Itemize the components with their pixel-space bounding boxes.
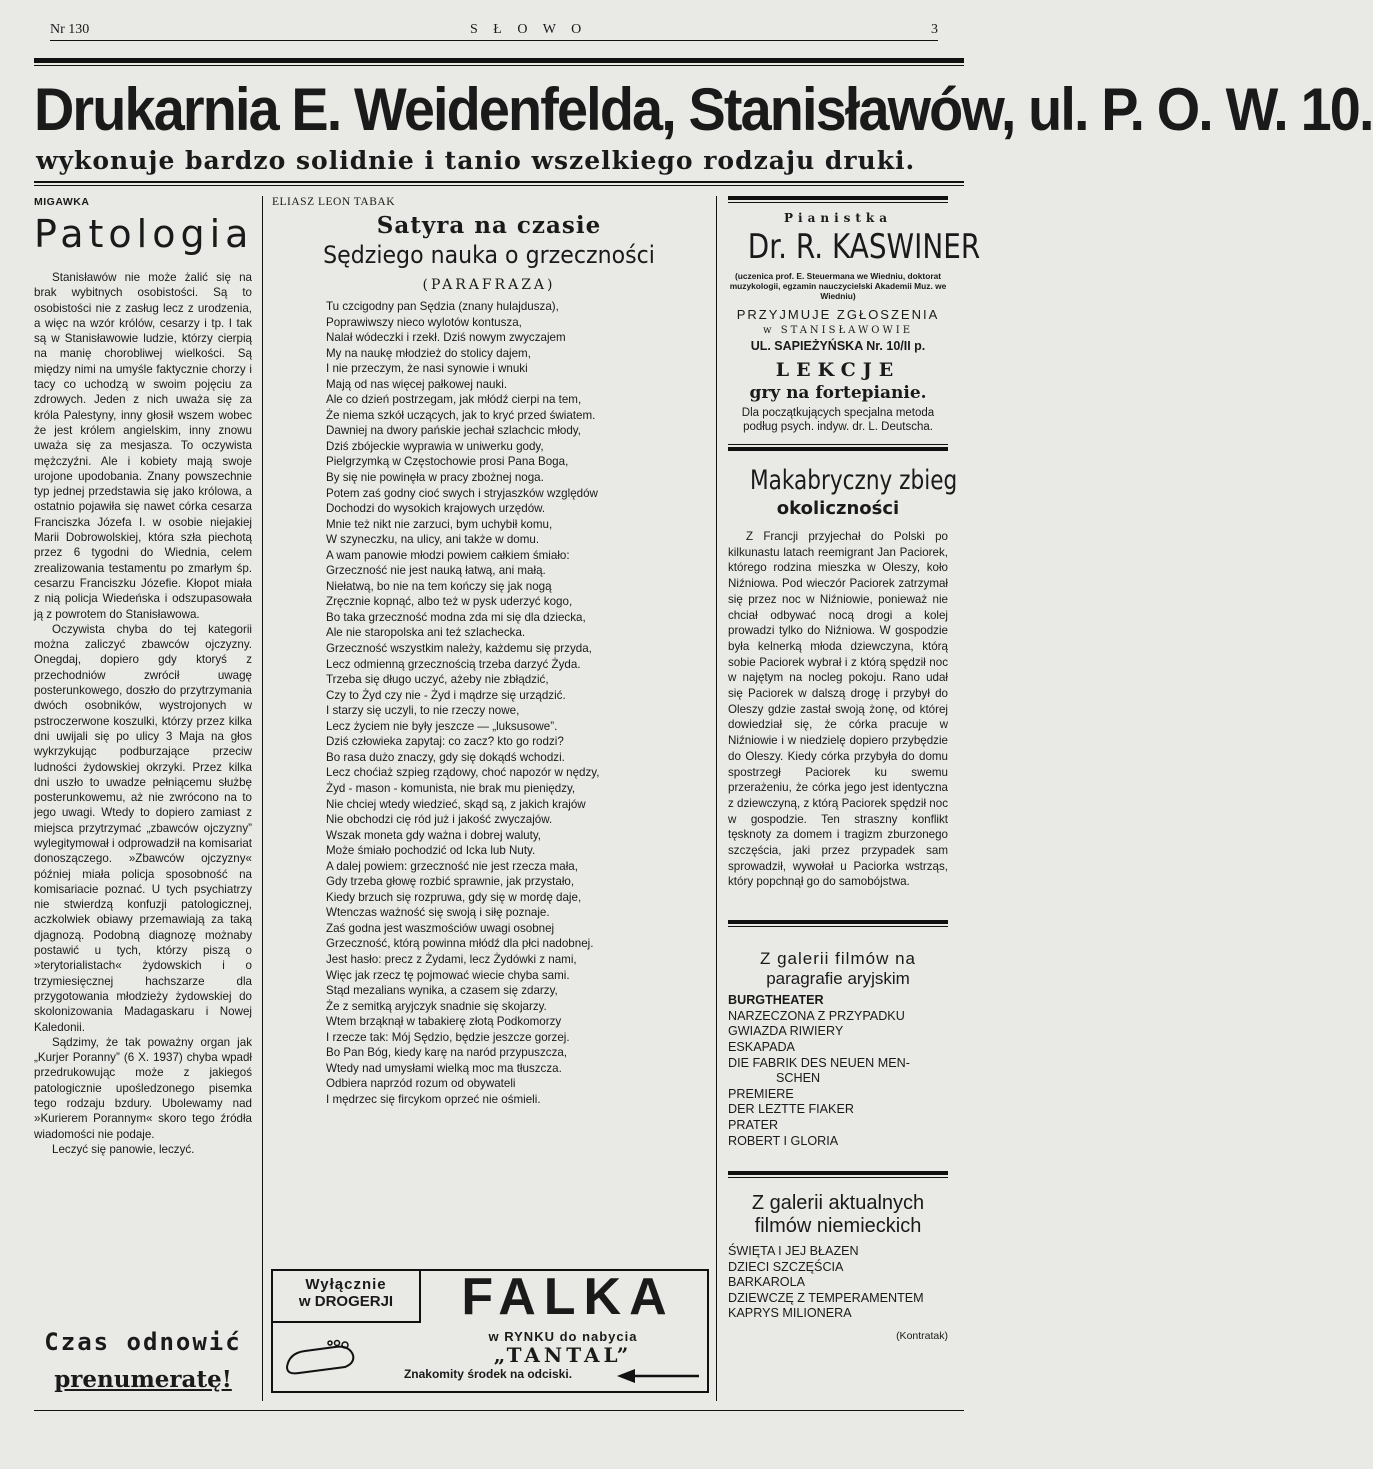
article-title: okoliczności [776,498,900,519]
poem-line: A dalej powiem: grzeczność nie jest rzecza mała, [326,859,578,873]
box-rule [728,1177,948,1178]
kaswiner-advertisement [728,211,981,434]
poem-line: Ale nie staropolska ani też szlachecka. [326,626,526,640]
article-body [34,270,252,1157]
poem-line: I nie przeczym, że nasi synowie i wnuki [326,362,528,376]
ad-name: Dr. R. KASWINER [747,227,981,267]
ad-brand: FALKA [461,1268,675,1326]
poem-line: Odbiera naprzód rozum od obywateli [326,1077,516,1091]
list-heading: BURGTHEATER [728,993,824,1008]
poem-line: Zręcznie kopnąć, albo też w pysk uderzyć kogo, [326,595,573,609]
poem-line: Trzeba się długo uczyć, ażeby nie zbłądzić, [326,673,549,687]
poem-line: Więc jak rzecz tę pojmować wiecie chyba sami. [326,968,570,982]
article-title: Makabryczny zbieg [750,465,958,496]
poem-line: Żyd - mason - komunista, nie brak mu pieniędzy, [326,781,576,795]
article-title: filmów niemieckich [754,1215,922,1238]
paragraph: Oczywista chyba do tej kategorii można zaliczyć zbawców ojczyzny. Onegdaj, dopiero gdy ktoryś z przechodniów zwrócił uwagę posterunkowego, doszło do przytrzymania dwóch osobników, wystrojonych w pstroczerwone koszulki, którzy przez kilka dni uwijali się po ulicy 3 Maja na głos wykrzykując podburzające przeciw ludności żydowskiej okrzyki. Przez kilka dni uszło to uwadze pełniącemu służbę posterunkowemu, aż nie zwrócono na to jego uwagi. Wtedy to dopiero zamiast z miejsca przytrzymać „zbawców ojczyzny” wylegitymował i odprowadził na komisariat donoszączego. »Zbawców ojczyzny« później miała policja sposobność na komisariacie poznać. U tych psychiatrzy nie stwierdzą konfuzji patologicznej, aczkolwiek obiawy przemawiają za taką djagnozą. Podobną diagnozę możnaby postawić u tych, którzy piszą o »terytorialistach« żydowskich i o trzymiesięcznej hachszarze dla przygotowania młodzieży żydowskiej do skolonizowania Madagaskaru i Nowej Kaledonii. [34,622,252,1034]
list-item: DZIEWCZĘ Z TEMPERAMENTEM [728,1290,924,1305]
poem-line: Grzeczność wszystkim należy, każdemu się przyda, [326,642,592,656]
poem [272,299,706,1107]
ad-note: Dla początkujących specjalna metoda podług psych. indyw. dr. L. Deutscha. [741,407,935,433]
list-item: DER LEZTTE FIAKER [728,1102,854,1117]
list-item: ESKAPADA [728,1039,795,1054]
article-title: Patologia [34,212,254,256]
poem-line: Jest hasło: precz z Żydami, lecz Żydówki z nami, [326,952,577,966]
article-satyra [272,196,706,1107]
poem-line: Potem zaś godny cioć swych i stryjaszków względów [326,486,598,500]
list-item: PRATER [728,1117,779,1132]
poem-line: Że z semitką aryjczyk snadnie się skojarzy. [326,999,547,1013]
poem-line: I rzecze tak: Mój Sędzio, będzie jeszcze gorzej. [326,1030,570,1044]
poem-line: Dawniej na dwory pańskie jechał szlachcic młody, [326,424,581,438]
ad-left-box [273,1271,421,1323]
paragraph: Sądzimy, że tak poważny organ jak „Kurjer Poranny” (6 X. 1937) chyba wpadł przedrukowując może z jakiegoś patologicznie upośledzonego pisemka tego rodzaju bzdury. Ubolewamy nad »Kurierem Porannym« skoro tego źródła wiadomości nie podaje. [34,1035,252,1141]
article-title: Satyra na czasie [376,212,602,239]
list-item: ROBERT I GLORIA [728,1133,839,1148]
list-item: GWIAZDA RIWIERY [728,1024,844,1039]
article-body [728,529,948,890]
ad-text: „TANTAL” [493,1343,633,1367]
list-item: DZIECI SZCZĘŚCIA [728,1259,844,1274]
ad-text: w DROGERJI [298,1293,394,1310]
banner-rule-bottom2 [34,185,964,186]
article-subtitle: (PARAFRAZA) [422,277,556,293]
poem-line: Bo Pan Bóg, kiedy karę na naród przypuszcza, [326,1046,568,1060]
poem-line: Niełatwą, bo nie na tem kończy się jak nogą [326,579,552,593]
column-rule-1 [262,196,263,1401]
ad-text: w RYNKU do nabycia [488,1329,638,1344]
article-title: paragrafie aryjskim [766,969,910,989]
box-rule [728,920,948,924]
poem-line: Czy to Żyd czy nie - Żyd i mądrze się urządzić. [326,688,566,702]
banner-rule-top2 [34,65,964,66]
list-item: DIE FABRIK DES NEUEN MEN- [728,1055,910,1070]
banner-rule-top [34,58,964,63]
article-patologia [34,196,252,1157]
poem-line: Pielgrzymką w Częstochowie prosi Pana Boga, [326,455,569,469]
poem-line: Bo rasa dużo znaczy, gdy się dokądś wchodzi. [326,750,565,764]
poem-line: My na naukę młodzież do stolicy dajem, [326,346,531,360]
article-makabryczny [728,465,958,890]
list-item: BARKAROLA [728,1275,805,1290]
poem-line: Grzeczność nie jest nauką łatwą, ani małą. [326,564,546,578]
arrow-left-icon [613,1367,703,1385]
article-title: Z galerii aktualnych [751,1192,925,1215]
film-list [728,993,948,1149]
page-number: 3 [931,22,938,37]
promo-line: Czas odnowić [44,1328,242,1356]
poem-line: Nie chciej wtedy wiedzieć, skąd są, z jakich krajów [326,797,586,811]
box-rule [728,447,948,451]
poem-line: Nalał wódeczki i rzekł. Dziś nowym zwyczajem [326,331,566,345]
poem-line: Dziś człowieka zapytaj: co zacz? kto go rodzi? [326,735,564,749]
signature: (Kontratak) [896,1330,948,1343]
poem-line: W szyneczku, na ulicy, ani także w domu. [326,533,540,547]
banner-subline: wykonuje bardzo solidnie i tanio wszelkiego rodzaju druki. [36,146,916,175]
issue-number: Nr 130 [50,22,90,37]
poem-line: Ale co dzień postrzegam, jak młódź cierpi na tem, [326,393,582,407]
ad-address: UL. SAPIEŻYŃSKA Nr. 10/II p. [750,339,926,353]
ad-text: gry na fortepianie. [749,383,927,403]
poem-line: Wtenczas ważność się swoją i siłę poznaje. [326,906,550,920]
poem-line: Wtedy nad umysłami wielką moc ma tłuszcza. [326,1061,562,1075]
poem-line: Lecz życiem nie były jeszcze — „luksusowe”. [326,719,558,733]
poem-line: Może śmiało pochodzić od Icka lub Nuty. [326,844,536,858]
ad-text: w STANISŁAWOWIE [763,325,913,336]
footer-rule [34,1410,964,1411]
subscription-promo [34,1328,252,1393]
box-rule [728,196,948,200]
poem-line: Że niema szkół uczących, jak to kryć przed światem. [326,408,596,422]
ad-text: Wyłącznie [305,1276,387,1293]
poem-line: Mnie też nikt nie zarzuci, bym uchybił komu, [326,517,553,531]
column-rule-2 [716,196,717,1401]
poem-line: I mędrzec się fircykom oprzeć nie ośmieli. [326,1092,541,1106]
article-author: ELIASZ LEON TABAK [272,196,395,208]
banner-headline: Drukarnia E. Weidenfelda, Stanisławów, ul. P. O. W. 10. [34,76,1373,143]
box-rule [728,202,948,203]
ad-role: Pianistka [783,211,893,225]
poem-line: Tu czcigodny pan Sędzia (znany hulajdusza), [326,300,559,313]
poem-line: Bo taka grzeczność modna zda mi się dla dziecka, [326,610,586,624]
list-item: NARZECZONA Z PRZYPADKU [728,1008,905,1023]
promo-line: prenumeratę! [54,1366,232,1393]
box-rule [728,1171,948,1175]
article-title: Sędziego nauka o grzeczności [323,241,655,269]
box-rule [728,926,948,927]
list-item: ŚWIĘTA I JEJ BŁAZEN [728,1244,859,1259]
poem-line: Mają od nas więcej pałkowej nauki. [326,377,508,391]
list-item: PREMIERE [728,1086,794,1101]
poem-line: I starzy się uczyli, to nie rzeczy nowe, [326,704,520,718]
poem-line: Wtem brząknął w tabakierę złotą Podkomorzy [326,1015,562,1029]
foot-icon [279,1331,359,1379]
paragraph: Stanisławów nie może żalić się na brak wybitnych osobistości. Są to osobistości nie z zasług lecz z urodzenia, a więc na wzór królów, cesarzy i tp. I tak są w Stanisławowie ludzie, którzy cierpią na manię chorobliwej wielkości. Są między nimi na umyśle faktycznie chorzy i tacy co uchodzą w swoim pojęciu za zdrowych. Jeden z nich uważa się za króla Palestyny, inny głosił wszem wobec że jest królem angielskim, inny znowu uważa się za mesjasza. To oczywista mężczyźni. Ale i kobiety mają swoje urojone upodobania. Znany powszechnie typ jednej przedstawia się jako królowa, a ostatnio pojawiła się nawet córka cesarza Franciszka Józefa I. w osobie niejakiej Marii Dobrowolskiej, która szła piechotą przez 6 tygodni do Wiednia, celem zrealizowania testamentu po zmarłym śp. cesarzu Franciszku Józefie. Kłopot miała z nią policja Wiedeńska i odszupasowała ją z powrotem do Stanisławowa. [34,271,252,621]
article-galeria-aktualnych [728,1192,948,1342]
poem-line: Kiedy brzuch się rozpruwa, gdy się w mordę daje, [326,890,582,904]
poem-line: Poprawiwszy nieco wylotów kontusza, [326,315,522,329]
paper-name: S Ł O W O [470,22,588,37]
right-column [728,196,981,1343]
poem-line: Nie obchodzi cię ród już i jakość zwyczajów. [326,813,553,827]
poem-line: A wam panowie młodzi powiem całkiem śmiało: [326,548,570,562]
list-item: KAPRYS MILIONERA [728,1306,852,1321]
paragraph: Z Francji przyjechał do Polski po kilkunastu latach reemigrant Jan Paciorek, którego rodzina mieszka w Oleszy, koło Niźniowa. Pod wieczór Paciorek zatrzymał się przez noc w Niźniowie, ponieważ nie chciał odbywać nocą drogi a kolej prowadzi tylko do Niźniowa. W gospodzie była kelnerką młoda dziewczyna, którą sobie Paciorek wybrał i z którą spędził noc w najętym na nocleg pokoju. Rano udał się Paciorek w dalszą drogę i przybył do Oleszy gdzie zastał swoją żonę, od której dowiedział się, że córka pracuje w Niźniowie i w niedzielę dopiero przybędzie do Oleszy. Kiedy córka przybyła do domu spostrzegł Paciorek ku swemu przerażeniu, że córka jego jest identyczna z dziewczyną, z którą Paciorek spędził noc w gospodzie. Ten straszny konflikt tęsknoty za domem i tragizm zburzonego szczęścia, jaki przez przypadek sam sprowadził, wywołał u Paciorka wstrząs, który popchnął go do samobójstwa. [728,530,948,889]
paragraph: Leczyć się panowie, leczyć. [52,1142,195,1156]
film-list [728,1244,948,1322]
box-rule [728,444,948,445]
poem-line: Zaś godna jest waszmościów uwagi osobnej [326,921,555,935]
poem-line: Lecz odmienną grzecznością trzeba darzyć Żyda. [326,657,581,671]
banner-rule-bottom [34,181,964,183]
ad-text: LEKCJE [775,359,901,381]
poem-line: By się nie powinęła w pracy zbożnej noga. [326,471,544,485]
ad-text: PRZYJMUJE ZGŁOSZENIA [736,307,940,322]
ad-credentials: (uczenica prof. E. Steuermana we Wiedniu, doktorat muzykologii, egzamin nauczycielski Akademii Muz. we Wiedniu) [729,271,947,301]
article-title: Z galerii filmów na [760,949,916,969]
ad-text: Znakomity środek na odciski. [403,1367,573,1381]
poem-line: Grzeczność, którą powinna młódź dla płci nadobnej. [326,937,594,951]
poem-line: Dziś zbójeckie wyprawia w uniwerku gody, [326,439,544,453]
article-kicker: MIGAWKA [34,196,90,208]
poem-line: Stąd mezalians wynika, a czasem się zdarzy, [326,984,558,998]
poem-line: Wszak moneta gdy ważna i dobrej waluty, [326,828,542,842]
running-head [50,22,938,40]
poem-line: Dochodzi do wysokich krajowych urzędów. [326,502,546,516]
poem-line: Lecz choćiaż szpieg rządowy, choć napozór w nędzy, [326,766,600,780]
list-item: SCHEN [776,1071,821,1086]
falka-advertisement [271,1269,709,1393]
article-galeria-filmow [728,949,948,1149]
poem-line: Gdy trzeba głowę rozbić sprawnie, jak przystało, [326,875,575,889]
head-rule [50,40,938,41]
